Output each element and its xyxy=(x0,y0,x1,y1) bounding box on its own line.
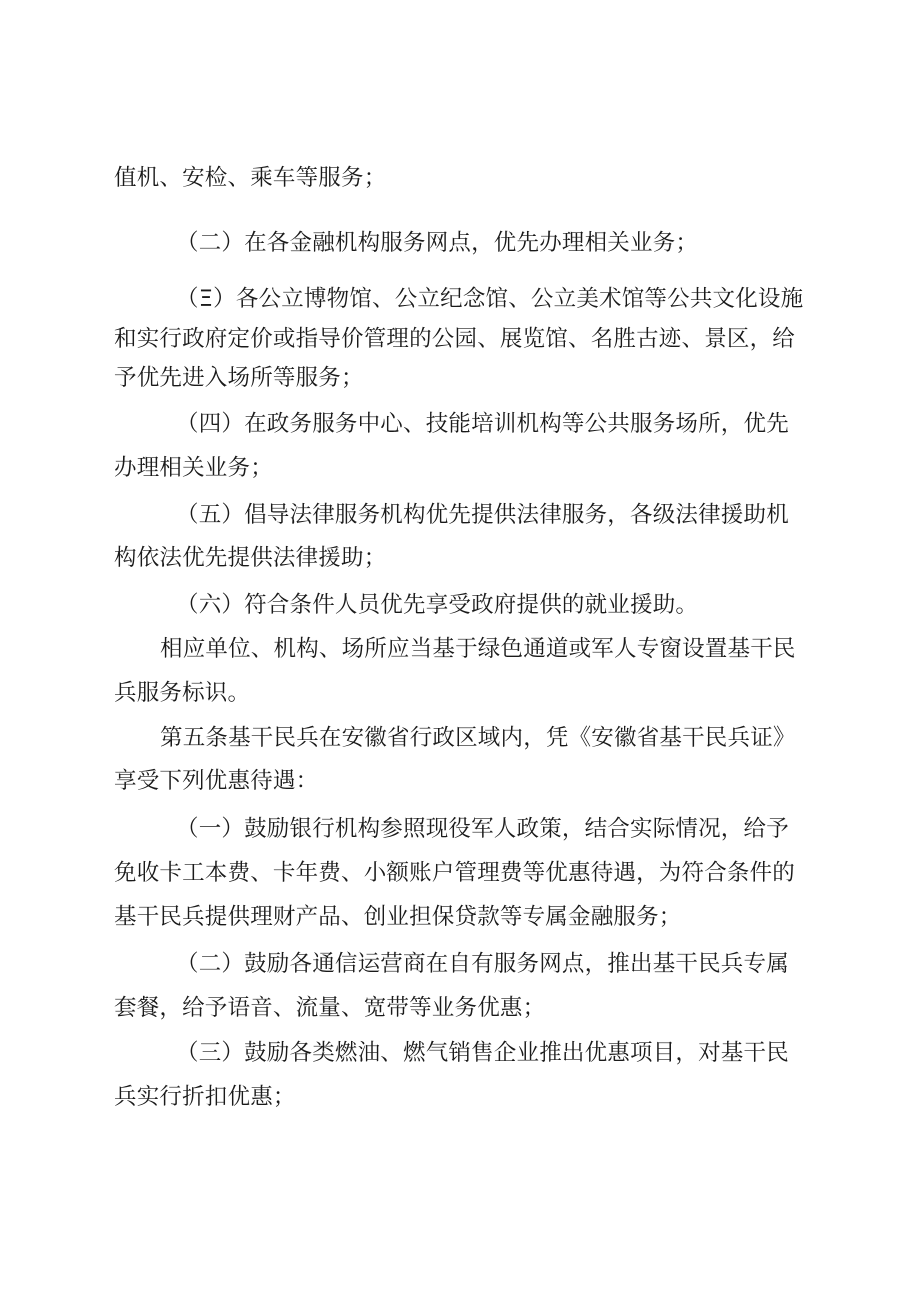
text-line: 予优先进入场所等服务； xyxy=(114,365,364,391)
text-line: 值机、安检、乘车等服务； xyxy=(114,165,387,191)
text-line: 构依法优先提供法律援助； xyxy=(114,545,387,571)
text-line: （一）鼓励银行机构参照现役军人政策，结合实际情况，给予 xyxy=(176,816,789,842)
text-line: （二）在各金融机构服务网点，优先办理相关业务； xyxy=(176,230,699,256)
text-line: 第五条基干民兵在安徽省行政区域内，凭《安徽省基干民兵证》 xyxy=(160,725,796,751)
text-line: 享受下列优惠待遇： xyxy=(114,768,319,794)
text-line: 兵实行折扣优惠； xyxy=(114,1084,296,1110)
text-line: 和实行政府定价或指导价管理的公园、展览馆、名胜古迹、景区，给 xyxy=(114,326,796,352)
text-line: 免收卡工本费、卡年费、小额账户管理费等优惠待遇，为符合条件的 xyxy=(114,860,796,886)
text-line: （三）鼓励各类燃油、燃气销售企业推出优惠项目，对基干民 xyxy=(176,1040,789,1066)
text-line: 相应单位、机构、场所应当基于绿色通道或军人专窗设置基干民 xyxy=(160,636,796,662)
text-line: 兵服务标识。 xyxy=(114,680,251,706)
text-line: 基干民兵提供理财产品、创业担保贷款等专属金融服务； xyxy=(114,904,682,930)
text-line: 办理相关业务； xyxy=(114,455,273,481)
text-line: 套餐，给予语音、流量、宽带等业务优惠； xyxy=(114,995,546,1021)
text-line: （四）在政务服务中心、技能培训机构等公共服务场所，优先 xyxy=(176,411,789,437)
text-line: （六）符合条件人员优先享受政府提供的就业援助。 xyxy=(176,592,699,618)
text-line: （Ξ）各公立博物馆、公立纪念馆、公立美术馆等公共文化设施 xyxy=(176,286,804,312)
text-line: （五）倡导法律服务机构优先提供法律服务，各级法律援助机 xyxy=(176,502,789,528)
text-line: （二）鼓励各通信运营商在自有服务网点，推出基干民兵专属 xyxy=(176,951,789,977)
